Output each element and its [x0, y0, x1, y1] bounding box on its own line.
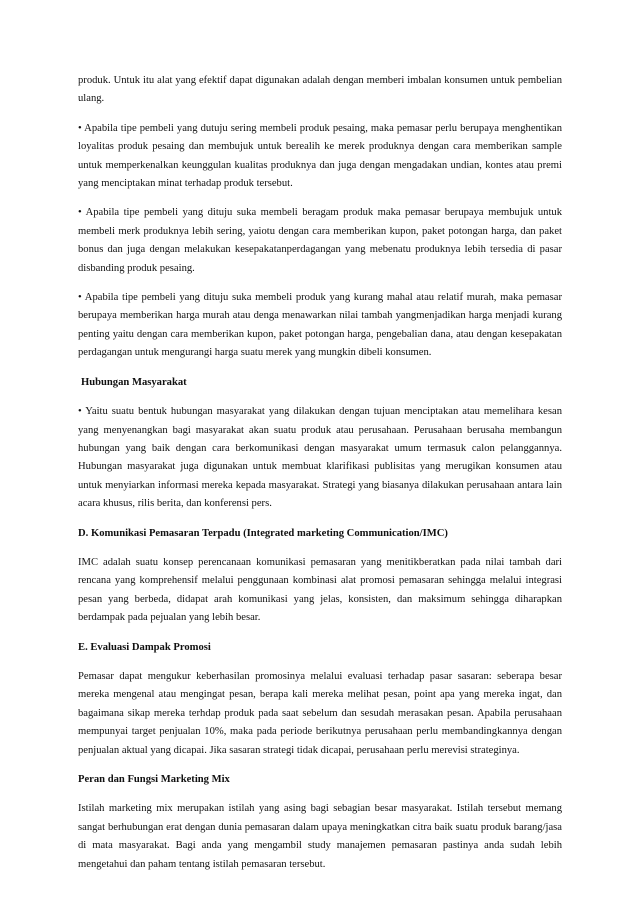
heading-marketing-mix: Peran dan Fungsi Marketing Mix [78, 774, 230, 785]
paragraph-bullet-price-buyers: • Apabila tipe pembeli yang dituju suka membeli produk yang kurang mahal atau relatif murah, maka pemasar berupaya memberikan harga murah atau denga menawarkan nilai tambah yangmenjadikan harga menjadi kurang penting yaitu dengan cara memberikan kupon, paket potongan harga, pengebalian dana, atau dengan kesepakatan perdagangan untuk mengurangi harga suatu merek yang mungkin dibeli konsumen. [78, 292, 562, 359]
paragraph-imc: IMC adalah suatu konsep perencanaan komunikasi pemasaran yang menitikberatkan pada nilai tambah dari rencana yang komprehensif melalui penggunaan kombinasi alat promosi pemasaran sehingga melalui integrasi pesan yang berbeda, didapat arah komunikasi yang jelas, konsisten, dan maksimum sehingga diharapkan berdampak pada pejualan yang lebih besar. [78, 556, 562, 624]
paragraph-marketing-mix: Istilah marketing mix merupakan istilah yang asing bagi sebagian besar masyarakat. Istilah tersebut memang sangat berhubungan erat dengan dunia pemasaran dalam upaya meningkatkan citra baik suatu produk barang/jasa di mata masyarakat. Bagi anda yang mengambil study manajemen pemasaran pastinya anda sudah lebih mengetahui dan paham tentang istilah pemasaran tersebut. [78, 803, 562, 870]
heading-section-d-imc: D. Komunikasi Pemasaran Terpadu (Integrated marketing Communication/IMC) [78, 527, 448, 539]
paragraph-intro: produk. Untuk itu alat yang efektif dapat digunakan adalah dengan memberi imbalan konsumen untuk pembelian ulang. [78, 75, 562, 105]
document-page [78, 72, 562, 885]
paragraph-bullet-variety-buyers: • Apabila tipe pembeli yang dituju suka membeli beragam produk maka pemasar berupaya membujuk untuk membeli merk produknya lebih sering, yaiotu dengan cara memberikan kupon, paket potongan harga, dan paket bonus dan juga dengan melakukan kesepakatanperdagangan yang mebenatu produknya lebih tersedia di pasar disbanding produk pesaing. [78, 207, 562, 274]
paragraph-bullet-competitor-buyers: • Apabila tipe pembeli yang dutuju sering membeli produk pesaing, maka pemasar perlu berupaya menghentikan loyalitas produk pesaing dan membujuk untuk berealih ke merek produknya dengan cara memberikan sample untuk memperkenalkan keunggulan kualitas produknya dan juga dengan mengadakan undian, kontes atau premi yang menciptakan minat terhadap produk tersebut. [78, 122, 562, 190]
paragraph-hubungan-masyarakat: • Yaitu suatu bentuk hubungan masyarakat yang dilakukan dengan tujuan menciptakan atau memelihara kesan yang menyenangkan bagi masyarakat akan suatu produk atau perusahaan. Perusahaan berusaha membangun hubungan yang baik dengan cara berkomunikasi dengan masyarakat umum termasuk calon pelanggannya. Hubungan masyarakat juga digunakan untuk membuat klarifikasi publisitas yang merugikan konsumen atau untuk menyiarkan informasi mereka kepada masyarakat. Strategi yang biasanya dilakukan perusahaan antara lain acara khusus, rilis berita, dan konferensi pers. [78, 406, 562, 510]
paragraph-evaluasi: Pemasar dapat mengukur keberhasilan promosinya melalui evaluasi terhadap pasar sasaran: seberapa besar mereka mengenal atau mengingat pesan, berapa kali mereka melihat pesan, point apa yang mereka ingat, dan bagaimana sikap mereka terhdap produk pada saat sebelum dan sesudah merasakan pesan. Apabila perusahaan mempunyai target penjualan 10%, maka pada periode berikutnya perusahaan perlu membandingkannya dengan penjualan aktual yang dicapai. Jika sasaran strategi tidak dicapai, perusahaan perlu merevisi strateginya. [78, 670, 562, 756]
heading-section-e-evaluasi: E. Evaluasi Dampak Promosi [78, 641, 211, 653]
heading-hubungan-masyarakat: Hubungan Masyarakat [81, 376, 187, 388]
